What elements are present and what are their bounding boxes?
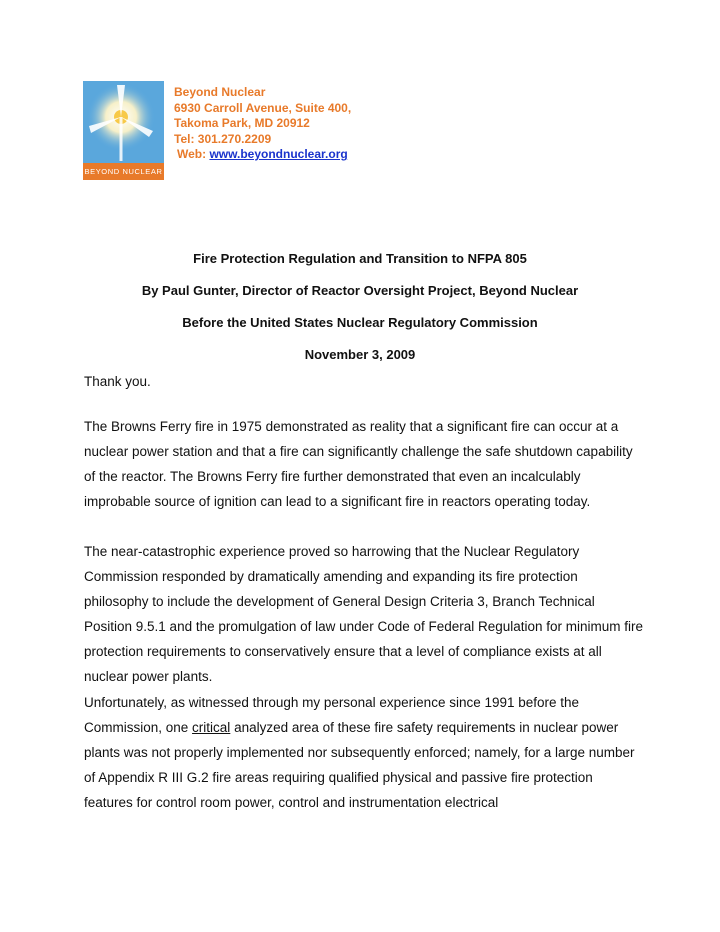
paragraph-2 [84,539,644,689]
org-name: Beyond Nuclear [174,85,266,99]
website-line [174,147,351,163]
web-label: Web: [177,147,207,161]
greeting [84,369,644,394]
address-line-1: 6930 Carroll Avenue, Suite 400, [174,100,352,115]
emphasis-critical: critical [192,720,231,735]
document-title: Fire Protection Regulation and Transition to NFPA 805 [193,251,527,266]
paragraph-3-rest: analyzed area of these fire safety requirements in nuclear power plants was not properly implemented nor subsequently enforced; namely, for a large number of Appendix R III G.2 fire areas requiring qualified physical and passive fire protection features for control room power, control and instrumentation electrical [84,720,635,810]
paragraph-3-start: Unfortunately, as witnessed through my personal experience since 1991 before the Commission, one [84,695,580,735]
address-line-2: Takoma Park, MD 20912 [174,116,310,130]
document-date: November 3, 2009 [304,347,416,362]
byline: By Paul Gunter, Director of Reactor Oversight Project, Beyond Nuclear [141,283,579,298]
venue-line: Before the United States Nuclear Regulatory Commission [182,315,538,330]
paragraph-2-text: The near-catastrophic experience proved so harrowing that the Nuclear Regulatory Commission responded by dramatically amending and expanding its fire protection philosophy to include the development of General Design Criteria 3, Branch Technical Position 9.5.1 and the promulgation of law under Code of Federal Regulation for minimum fire protection requirements to conservatively ensure that a level of compliance exists at all nuclear power plants. [84,544,644,684]
greeting-text: Thank you. [84,374,151,389]
paragraph-3-text [84,690,644,815]
paragraph-1-text: The Browns Ferry fire in 1975 demonstrated as reality that a significant fire can occur at a nuclear power station and that a fire can significantly challenge the safe shutdown capability of the reactor. The Browns Ferry fire further demonstrated that even an incalculably improbable source of ignition can lead to a significant fire in reactors operating today. [84,419,633,509]
logo-wordmark: BEYOND NUCLEAR [83,163,164,180]
paragraph-3 [84,690,644,815]
sun-windmill-icon [83,81,164,163]
beyond-nuclear-logo [83,81,164,180]
website-link[interactable]: www.beyondnuclear.org [209,147,348,161]
paragraph-1 [84,414,644,514]
telephone: Tel: 301.270.2209 [174,131,272,146]
letterhead [174,85,351,163]
